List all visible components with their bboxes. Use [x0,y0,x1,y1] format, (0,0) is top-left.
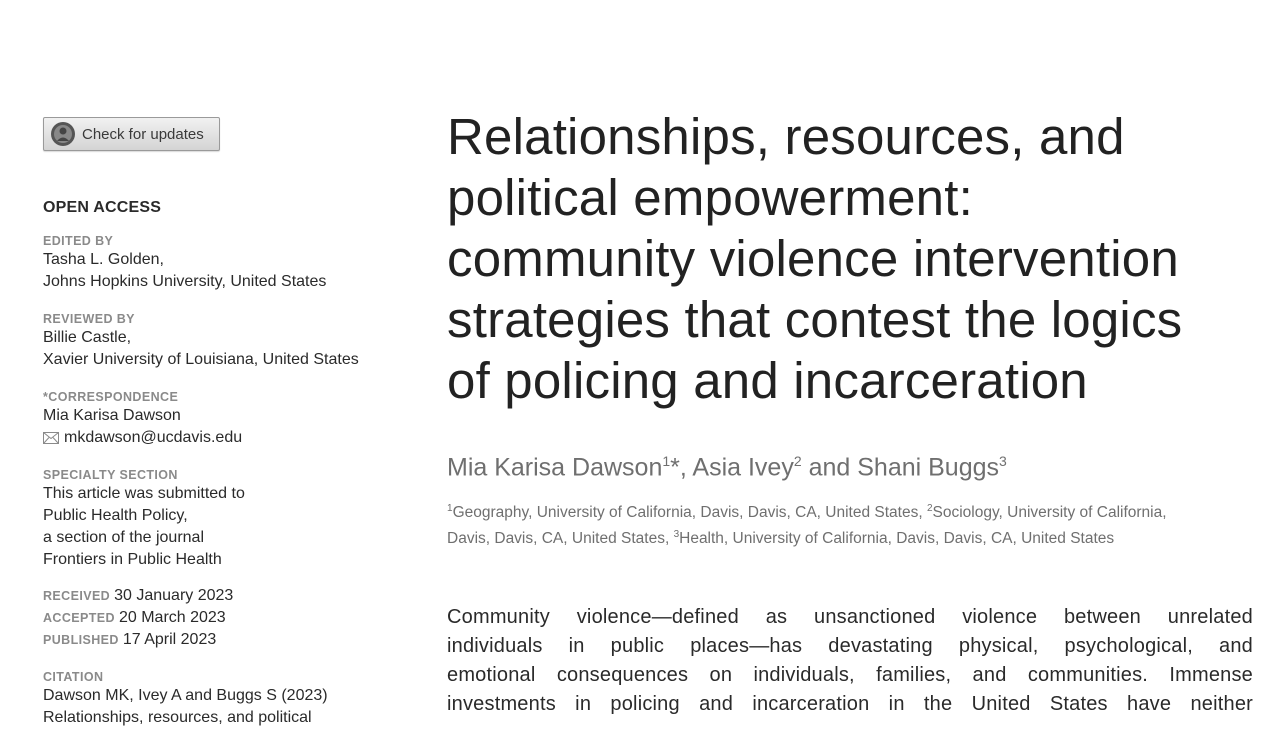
reviewed-by-label: REVIEWED BY [43,312,135,326]
affiliation-number: 2 [926,503,933,515]
affiliation-number: 1 [447,503,453,515]
title-line: community violence intervention [447,230,1179,287]
specialty-line: Frontiers in Public Health [43,551,222,568]
accepted-date: 20 March 2023 [118,609,226,626]
author-name[interactable]: Shani Buggs [857,453,1000,482]
abstract-line: investments in policing and incarceration in the United States have neither [447,692,1253,715]
specialty-line: This article was submitted to [43,485,245,502]
correspondence-name: Mia Karisa Dawson [43,407,181,424]
published-label: PUBLISHED [43,633,119,647]
affiliation-text: Davis, Davis, CA, United States, [447,530,674,548]
open-access-label: OPEN ACCESS [43,199,162,216]
article-sidebar [43,117,403,729]
received-row [43,585,403,607]
affiliation-line [447,524,1253,550]
citation-line: Relationships, resources, and political [43,709,312,726]
accepted-label: ACCEPTED [43,611,115,625]
check-for-updates-button[interactable] [43,117,220,151]
abstract-line: individuals in public places—has devastating physical, psychological, and [447,634,1253,657]
affiliation-line [447,498,1253,524]
citation-label: CITATION [43,670,104,684]
received-date: 30 January 2023 [114,587,234,604]
editor-affiliation: Johns Hopkins University, United States [43,273,327,290]
correspondence-label: *CORRESPONDENCE [43,390,179,404]
correspondence-email-row [43,427,242,449]
edited-by-label: EDITED BY [43,234,114,248]
title-line: Relationships, resources, and [447,108,1125,165]
editor-name: Tasha L. Golden, [43,251,164,268]
correspondence-section [43,389,403,449]
abstract-line: emotional consequences on individuals, families, and communities. Immense [447,663,1253,686]
specialty-label: SPECIALTY SECTION [43,468,178,482]
affiliation-ref: 3 [999,453,1007,469]
specialty-line: Public Health Policy, [43,507,188,524]
title-line: strategies that contest the logics [447,291,1183,348]
author-name[interactable]: Mia Karisa Dawson [447,453,663,482]
accepted-row [43,607,403,629]
reviewer-affiliation: Xavier University of Louisiana, United States [43,351,359,368]
affiliation-ref: 1 [662,453,671,469]
specialty-section [43,467,403,571]
edited-by-section [43,233,403,293]
affiliations [447,498,1253,550]
reviewed-by-section [43,311,403,371]
abstract-text [447,603,1253,719]
author-name[interactable]: Asia Ivey [692,453,794,482]
article-main [447,106,1253,719]
affiliation-text: Health, University of California, Davis, Davis, CA, United States [679,530,1115,548]
specialty-line: a section of the journal [43,529,204,546]
title-line: political empowerment: [447,169,973,226]
affiliation-text: Sociology, University of California, [932,504,1167,522]
author-separator: and [801,453,858,482]
reviewer-name: Billie Castle, [43,329,132,346]
check-updates-icon [50,121,76,147]
author-list [447,453,1253,482]
check-for-updates-label: Check for updates [82,125,204,143]
dates-section [43,585,403,651]
article-title [447,106,1253,411]
published-row [43,629,403,651]
envelope-icon [43,432,59,444]
received-label: RECEIVED [43,589,111,603]
affiliation-number: 3 [673,529,680,541]
citation-line: Dawson MK, Ivey A and Buggs S (2023) [43,687,328,704]
affiliation-text: Geography, University of California, Davis, Davis, CA, United States, [452,504,927,522]
title-line: of policing and incarceration [447,352,1088,409]
published-date: 17 April 2023 [122,631,217,648]
corresponding-mark: * [670,453,680,482]
abstract-line: Community violence—defined as unsanctioned violence between unrelated [447,605,1253,628]
author-separator: , [679,453,693,482]
correspondence-email-link[interactable]: mkdawson@ucdavis.edu [64,429,243,446]
citation-section [43,669,403,729]
affiliation-ref: 2 [793,453,802,469]
